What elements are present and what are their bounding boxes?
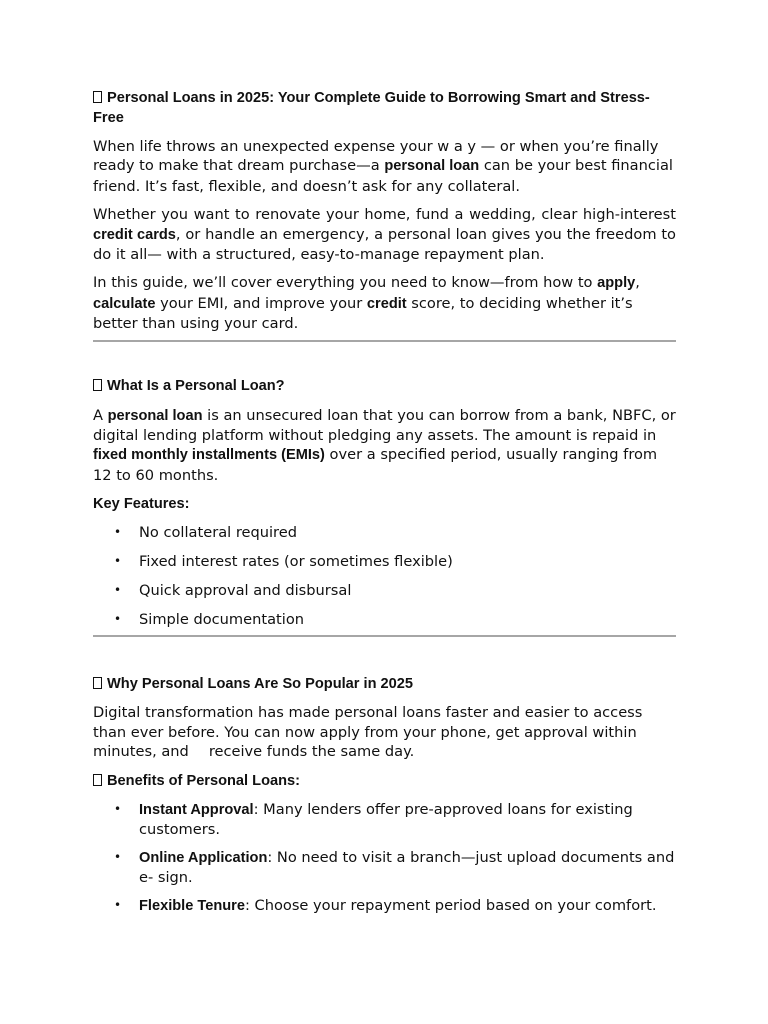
bullet-icon: • (114, 583, 122, 598)
list-item: • Quick approval and disbursal (114, 582, 352, 600)
bullet-icon: • (114, 897, 122, 912)
definition-paragraph: A personal loan is an unsecured loan that you can borrow from a bank, NBFC, or digital lending platform without pledging any assets. The amount is repaid in fixed monthly installments (EMIs) over a specified period, usually ranging from 12 to 60 months. (93, 406, 676, 484)
list-item: • Online Application: No need to visit a branch—just upload documents and e- sign. (114, 848, 675, 886)
list-item: • Simple documentation (114, 611, 304, 629)
list-item: • No collateral required (114, 524, 297, 542)
section-divider (93, 635, 676, 637)
popularity-paragraph: Digital transformation has made personal loans faster and easier to access than ever before. You can now apply from your phone, get approval within minutes, and receive funds the same day. (93, 704, 643, 761)
bullet-icon: • (114, 554, 122, 569)
section-heading-why-popular: Why Personal Loans Are So Popular in 2025 (93, 674, 676, 694)
intro-paragraph-3: In this guide, we’ll cover everything you need to know—from how to apply, calculate your EMI, and improve your credit score, to deciding whether it’s better than using your card. (93, 274, 640, 333)
key-features-label: Key Features: (93, 496, 190, 513)
missing-glyph-icon (93, 677, 102, 689)
missing-glyph-icon (93, 91, 102, 103)
document-page (93, 88, 676, 916)
bullet-icon: • (114, 801, 122, 816)
bullet-icon: • (114, 849, 122, 864)
benefits-label: Benefits of Personal Loans: (93, 771, 676, 791)
missing-glyph-icon (93, 379, 102, 391)
intro-paragraph-1: When life throws an unexpected expense your w a y — or when you’re finally ready to make that dream purchase—a personal loan can be your best financial friend. It’s fast, flexible, and doesn’t ask for any collateral. (93, 138, 673, 195)
list-item: • Fixed interest rates (or sometimes flexible) (114, 553, 453, 571)
page-title: Personal Loans in 2025: Your Complete Guide to Borrowing Smart and Stress-Free (93, 90, 650, 126)
bullet-icon: • (114, 525, 122, 540)
intro-paragraph-2: Whether you want to renovate your home, fund a wedding, clear high-interest credit cards, or handle an emergency, a personal loan gives you the freedom to do it all— with a structured, easy-to-manage repayment plan. (93, 206, 676, 264)
list-item: • Instant Approval: Many lenders offer pre-approved loans for existing customers. (114, 800, 633, 838)
section-heading-what-is: What Is a Personal Loan? (93, 376, 676, 396)
bullet-icon: • (114, 612, 122, 627)
key-features-list (93, 523, 676, 629)
section-divider (93, 340, 676, 342)
benefits-list (93, 800, 676, 916)
list-item: • Flexible Tenure: Choose your repayment period based on your comfort. (114, 896, 657, 914)
missing-glyph-icon (93, 774, 102, 786)
